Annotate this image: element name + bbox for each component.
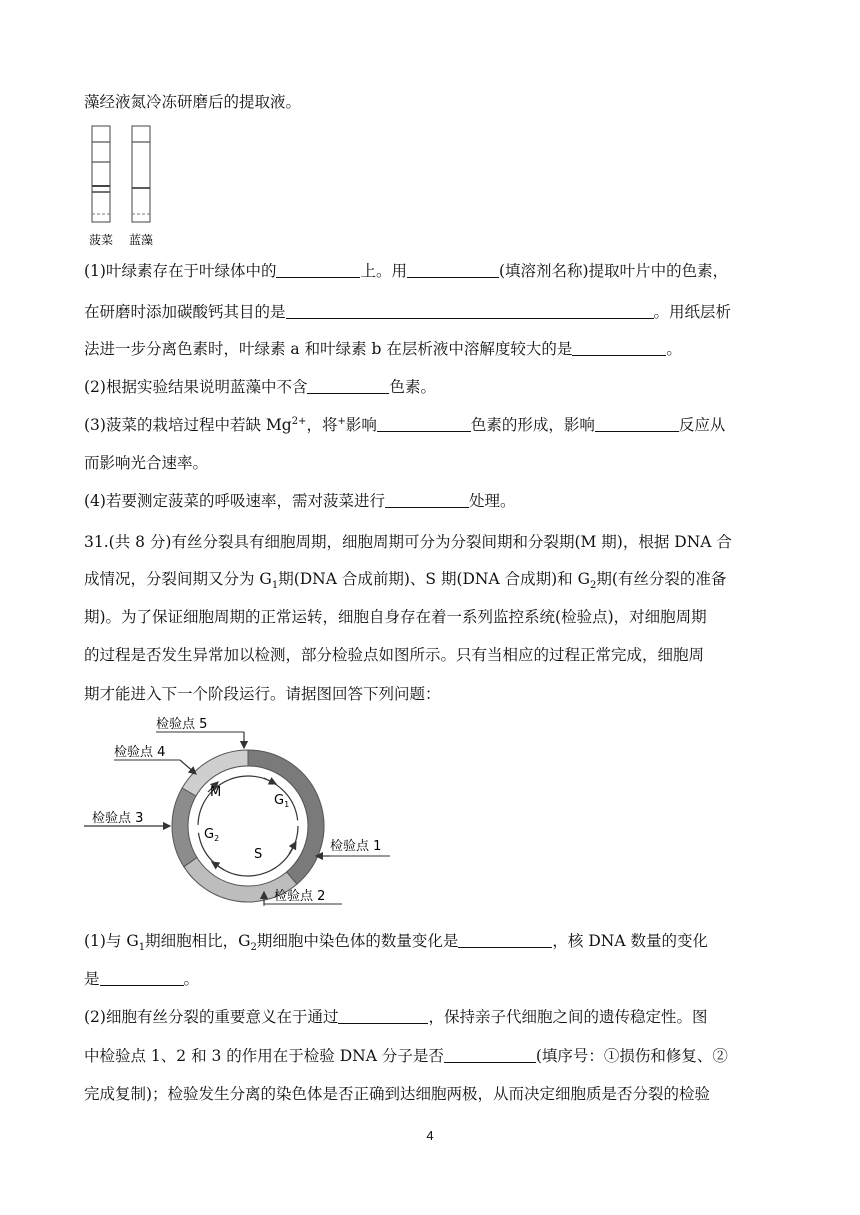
answer-blank[interactable] bbox=[307, 378, 389, 394]
answer-blank[interactable] bbox=[407, 262, 499, 278]
text: 上。用 bbox=[360, 262, 407, 280]
p31-line1: 31.(共 8 分)有丝分裂具有细胞周期，细胞周期可分为分裂间期和分裂期(M 期)，根据 DNA 合 bbox=[84, 533, 732, 551]
q4-line bbox=[84, 491, 515, 511]
q1-line2 bbox=[84, 302, 731, 322]
checkpoint-3-label: 检验点 3 bbox=[92, 811, 144, 826]
text: 。用纸层析 bbox=[653, 303, 732, 321]
text: 反应从 bbox=[678, 416, 726, 434]
page-number: 4 bbox=[426, 1128, 434, 1143]
superscript: 2+ bbox=[291, 415, 307, 427]
p31-line3: 期)。为了保证细胞周期的正常运转，细胞自身存在着一系列监控系统(检验点)，对细胞周期 bbox=[84, 608, 707, 626]
answer-blank[interactable] bbox=[444, 1047, 536, 1063]
spinach-strip bbox=[92, 126, 110, 222]
text: 中检验点 1、2 和 3 的作用在于检验 DNA 分子是否 bbox=[84, 1047, 444, 1065]
text: 期细胞中染色体的数量变化是 bbox=[256, 932, 459, 950]
text: (1)与 G bbox=[84, 932, 139, 950]
q31-2-line3: 完成复制)；检验发生分离的染色体是否正确到达细胞两极，从而决定细胞质是否分裂的检验 bbox=[84, 1085, 711, 1103]
answer-blank[interactable] bbox=[338, 1008, 428, 1024]
q31-1-line2 bbox=[84, 969, 199, 989]
p31-line5: 期才能进入下一个阶段运行。请据图回答下列问题： bbox=[84, 685, 441, 703]
text: 而影响光合速率。 bbox=[84, 454, 209, 472]
chromatography-strips-figure bbox=[84, 124, 164, 252]
text: 成情况，分裂间期又分为 G bbox=[84, 570, 272, 588]
answer-blank[interactable] bbox=[572, 340, 666, 356]
text: 期(DNA 合成前期)、S 期(DNA 合成期)和 G bbox=[278, 570, 590, 588]
q1-line1 bbox=[84, 261, 728, 281]
text: (2)根据实验结果说明蓝藻中不含 bbox=[84, 378, 308, 396]
checkpoint-2-label: 检验点 2 bbox=[274, 889, 326, 904]
subscript: 2 bbox=[589, 580, 597, 592]
spinach-label: 菠菜 bbox=[88, 233, 114, 247]
text: 。 bbox=[666, 340, 682, 358]
text: ，核 DNA 数量的变化 bbox=[552, 932, 708, 950]
p31-line2 bbox=[84, 569, 727, 592]
subscript: 1 bbox=[271, 580, 279, 592]
cyanobacteria-label: 蓝藻 bbox=[128, 233, 154, 247]
text: 在研磨时添加碳酸钙其目的是 bbox=[84, 303, 286, 321]
checkpoint-4-label: 检验点 4 bbox=[114, 745, 166, 760]
text: (1)叶绿素存在于叶绿体中的 bbox=[84, 262, 277, 280]
phase-g1-label: $G_1$ bbox=[274, 793, 290, 809]
cyanobacteria-strip bbox=[132, 126, 150, 222]
answer-blank[interactable] bbox=[276, 262, 360, 278]
text: 法进一步分离色素时，叶绿素 a 和叶绿素 b 在层析液中溶解度较大的是 bbox=[84, 340, 573, 358]
q31-2-line2 bbox=[84, 1046, 728, 1066]
checkpoint-5-label: 检验点 5 bbox=[156, 717, 208, 732]
text: 色素的形成，影响 bbox=[470, 416, 595, 434]
answer-blank[interactable] bbox=[458, 932, 552, 948]
text: (填序号：①损伤和修复、② bbox=[535, 1047, 728, 1065]
text: 期细胞相比，G bbox=[145, 932, 251, 950]
intro-text: 藻经液氮冷冻研磨后的提取液。 bbox=[84, 93, 302, 111]
p31-line4: 的过程是否发生异常加以检测，部分检验点如图所示。只有当相应的过程正常完成，细胞周 bbox=[84, 646, 705, 664]
superscript: + bbox=[337, 415, 346, 427]
text: ，保持亲子代细胞之间的遗传稳定性。图 bbox=[428, 1008, 708, 1026]
subscript: 1 bbox=[138, 942, 146, 954]
q31-1-line1 bbox=[84, 931, 708, 954]
answer-blank[interactable] bbox=[595, 416, 679, 432]
phase-m-label: M bbox=[210, 785, 222, 800]
q3-line1 bbox=[84, 415, 725, 435]
subscript: 2 bbox=[250, 942, 257, 954]
text: (2)细胞有丝分裂的重要意义在于通过 bbox=[84, 1008, 339, 1026]
q2-line bbox=[84, 377, 436, 397]
phase-g2-label: $G_2$ bbox=[204, 827, 220, 843]
answer-blank[interactable] bbox=[377, 416, 471, 432]
q1-line3 bbox=[84, 339, 682, 359]
text: 期(有丝分裂的准备 bbox=[596, 570, 727, 588]
text: (3)菠菜的栽培过程中若缺 Mg bbox=[84, 416, 292, 434]
answer-blank[interactable] bbox=[100, 970, 184, 986]
text: 。 bbox=[183, 970, 200, 988]
text: 影响 bbox=[345, 416, 377, 434]
checkpoint-1-label: 检验点 1 bbox=[330, 839, 382, 854]
text: 是 bbox=[84, 970, 100, 988]
answer-blank[interactable] bbox=[286, 303, 654, 319]
text: (填溶剂名称)提取叶片中的色素， bbox=[498, 262, 729, 280]
phase-s-label: S bbox=[254, 847, 263, 862]
text: 处理。 bbox=[468, 492, 516, 510]
text: (4)若要测定菠菜的呼吸速率，需对菠菜进行 bbox=[84, 492, 385, 510]
q31-2-line1 bbox=[84, 1007, 707, 1027]
q3-line2 bbox=[84, 453, 208, 473]
answer-blank[interactable] bbox=[385, 492, 469, 508]
text: ，将 bbox=[306, 416, 338, 434]
text: 色素。 bbox=[389, 378, 436, 396]
cell-cycle-figure bbox=[84, 712, 404, 910]
